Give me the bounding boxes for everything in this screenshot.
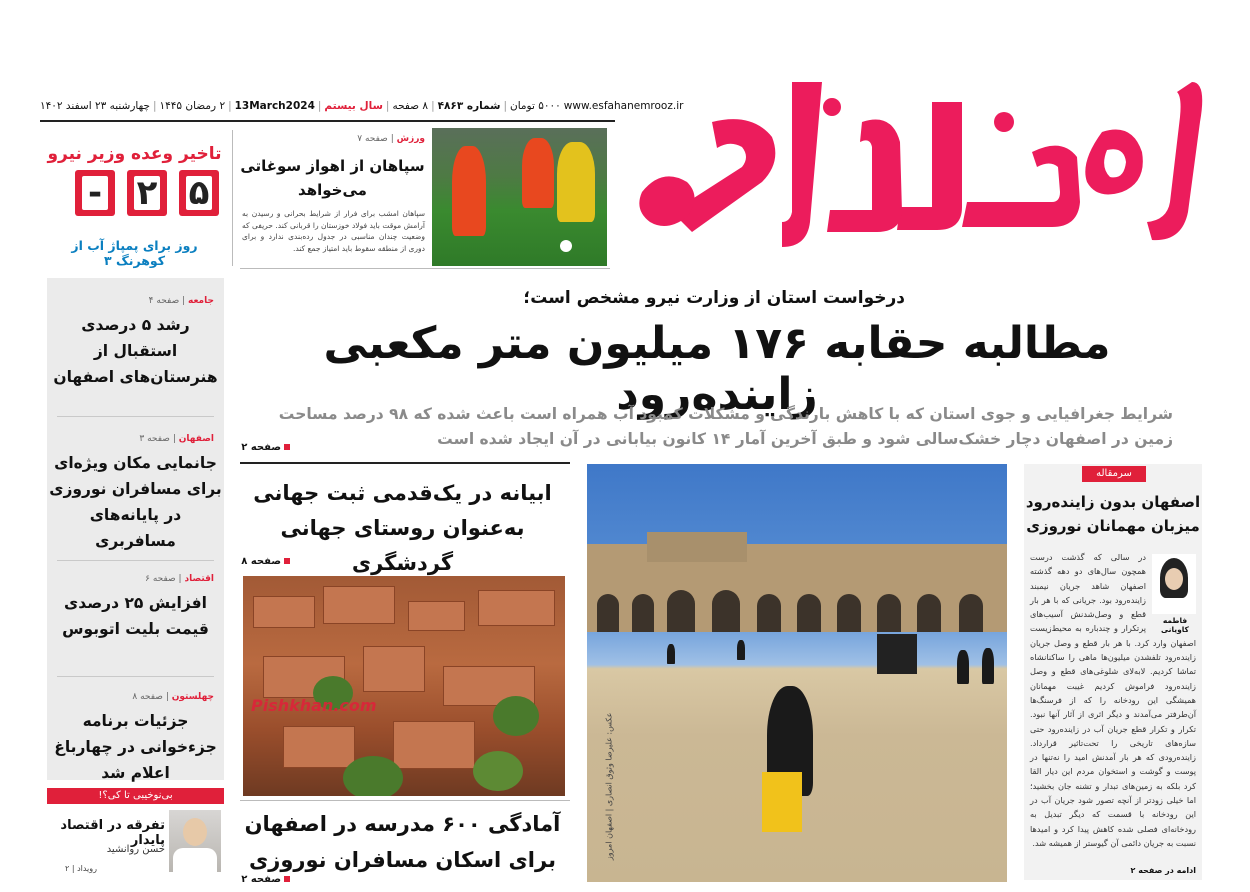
info-bar-rule bbox=[40, 120, 615, 122]
sport-teaser[interactable] bbox=[240, 128, 610, 268]
editorial-column[interactable] bbox=[1024, 464, 1202, 880]
divider bbox=[240, 268, 610, 269]
main-lede: شرایط جغرافیایی و جوی استان که با کاهش بارندگی و مشکلات کمبود آب همراه است باعث شده که ۹۸ درصد مساحت زمین در اصفهان دچار خشک‌سالی شود و طبق آخرین آمار ۱۴ کانون بیابانی در آن ایجاد شده است bbox=[278, 405, 1173, 448]
divider bbox=[232, 130, 233, 266]
delay-subtitle: روز برای پمپاژ آب از کوهرنگ ۳ bbox=[71, 238, 198, 268]
sidebar-tag: چهلستون | صفحه ۸ bbox=[132, 692, 214, 702]
main-page-ref[interactable]: صفحه ۲ bbox=[240, 442, 290, 453]
issue-number: شماره ۴۸۶۳ bbox=[437, 100, 501, 112]
delay-digit-2: ۲ bbox=[127, 170, 167, 216]
issue-info-bar: چهارشنبه ۲۳ اسفند ۱۴۰۲ | ۲ رمضان ۱۴۴۵ | 13March2024 | سال بیستم | ۸ صفحه | شماره ۴۸۶۳ | ۵۰۰۰ تومان www.esfahanemrooz.ir bbox=[40, 100, 684, 112]
divider bbox=[57, 416, 214, 417]
editorial-continue[interactable]: ادامه در صفحه ۲ bbox=[1130, 866, 1196, 875]
photo-credit: عکس: علیرضا وثوق انصاری | اصفهان امروز bbox=[604, 712, 614, 861]
divider bbox=[240, 800, 570, 801]
abyaneh-headline[interactable]: ابیانه در یک‌قدمی ثبت جهانی به‌عنوان روستای جهانی گردشگری bbox=[253, 481, 552, 575]
kiosk bbox=[877, 634, 917, 674]
issue-date-hijri: ۲ رمضان ۱۴۴۵ bbox=[159, 100, 226, 112]
editorial-headline[interactable]: اصفهان بدون زاینده‌رود میزبان مهمانان نوروزی bbox=[1025, 493, 1201, 535]
delay-digit-3: - bbox=[75, 170, 115, 216]
delay-digit-1: ۵ bbox=[179, 170, 219, 216]
bridge-pavilion bbox=[647, 532, 747, 562]
opinion-column[interactable] bbox=[47, 788, 224, 880]
abyaneh-photo[interactable] bbox=[243, 576, 565, 796]
author-portrait bbox=[169, 810, 221, 872]
ball-icon bbox=[560, 240, 572, 252]
issue-pages: ۸ صفحه bbox=[392, 100, 429, 112]
abyaneh-page-ref[interactable]: صفحه ۸ bbox=[240, 556, 290, 567]
editorial-author: فاطمه کاویانی bbox=[1161, 616, 1189, 634]
news-sidebar bbox=[47, 278, 224, 780]
sidebar-item-society[interactable] bbox=[47, 296, 224, 390]
masthead-logo[interactable] bbox=[632, 62, 1207, 272]
opinion-author: حسن روانشید bbox=[106, 844, 165, 855]
player-figure bbox=[522, 138, 554, 208]
schools-page-ref[interactable]: صفحه ۲ bbox=[240, 874, 290, 885]
sidebar-headline[interactable]: افزایش ۲۵ درصدی قیمت بلیت اتوبوس bbox=[62, 594, 209, 638]
sidebar-headline[interactable]: جزئیات برنامه جزءخوانی در چهارباغ اعلام شد bbox=[54, 712, 217, 782]
player-figure bbox=[557, 142, 595, 222]
sidebar-headline[interactable]: جانمایی مکان ویژه‌ای برای مسافران نوروزی در پایانه‌های مسافربری bbox=[49, 454, 222, 550]
khaju-bridge-photo[interactable] bbox=[587, 464, 1007, 882]
sport-body: سپاهان امشب برای فرار از شرایط بحرانی و رسیدن به آرامش موقت باید فولاد خوزستان را قربانی کند. حریفی که وضعیت چندان مناسبی در جدول رده‌بندی ندارد و برای دوری از منطقه سقوط باید امتیاز جمع کند. bbox=[242, 209, 425, 253]
sidebar-tag: جامعه | صفحه ۴ bbox=[148, 296, 214, 306]
issue-price: ۵۰۰۰ تومان bbox=[510, 100, 561, 112]
main-kicker: درخواست استان از وزارت نیرو مشخص است؛ bbox=[523, 288, 905, 308]
pishkhan-watermark: Pishkhan.com bbox=[251, 696, 377, 715]
site-link[interactable]: www.esfahanemrooz.ir bbox=[563, 100, 684, 112]
opinion-headline[interactable]: تفرقه در اقتصاد پایدار bbox=[60, 818, 165, 848]
opinion-label: بی‌نوخیبی تا کی؟! bbox=[47, 788, 224, 804]
schools-headline[interactable]: آمادگی ۶۰۰ مدرسه در اصفهان برای اسکان مسافران نوروزی bbox=[244, 812, 561, 872]
editorial-body: در سالی که گذشت درست همچون سال‌های دو دهه گذشته اصفهان شاهد جریان نیمبند زاینده‌رود بود. جریانی که با هر بار قطع و وصل‌شدنش آسیب‌های پرتکرار و چندباره به محیط‌زیست اصفهان وارد کرد. با هر بار قطع و وصل جریان زاینده‌رود تلفشدن میلیون‌ها ماهی را ساکنانشاه تماشا کردیم. لابه‌لای شلوغی‌های قطع و وصل زاینده‌رود فراموش کردیم غیبت مهمانان همیشگی این رودخانه را که از فرسنگ‌ها آن‌طرفتر می‌آمدند و دیگر اثری از آثار آنها نبود. تکرار و تکرار قطع جریان آب در زاینده‌رود حتی سازه‌های تاریخی را تحت‌تاثیر قرارداد. زاینده‌رودی که هر بار آمدنش امید را نه‌تنها در پوست و گوشت و استخوان مردم این دیار القا کرد بلکه به زمین‌های تبدار و تشنه جان بخشید؛ اما خیلی زودتر از آنچه تصور شود جریان آب در این رودخانه با قسمت که دیگر تبدیل به رودخانه‌ای فصلی شده کاهش پیدا کرد و امیدها نسبت به جریان دائمی آن گیوستر از همیشه شد. bbox=[1030, 552, 1196, 848]
delay-counter-box[interactable] bbox=[47, 132, 222, 266]
divider bbox=[240, 462, 570, 464]
sport-photo[interactable] bbox=[432, 128, 607, 266]
yellow-stool bbox=[762, 772, 802, 832]
delay-title: تاخیر وعده وزیر نیرو bbox=[47, 144, 222, 164]
sport-section-tag: ورزش | صفحه ۷ bbox=[357, 134, 425, 144]
player-figure bbox=[452, 146, 486, 236]
main-headline[interactable]: مطالبه حقابه ۱۷۶ میلیون متر مکعبی زاینده‌رود bbox=[323, 318, 1111, 420]
sidebar-headline[interactable]: رشد ۵ درصدی استقبال از هنرستان‌های اصفهان bbox=[53, 316, 218, 386]
issue-year: سال بیستم bbox=[324, 100, 383, 112]
divider bbox=[57, 560, 214, 561]
sidebar-item-isfahan[interactable] bbox=[47, 434, 224, 554]
sidebar-tag: اقتصاد | صفحه ۶ bbox=[145, 574, 214, 584]
divider bbox=[57, 676, 214, 677]
sidebar-item-chehelsotoun[interactable] bbox=[47, 692, 224, 786]
editorial-tag: سرمقاله bbox=[1082, 466, 1146, 482]
issue-date-fa: چهارشنبه ۲۳ اسفند ۱۴۰۲ bbox=[40, 100, 150, 112]
sport-headline[interactable]: سپاهان از اهواز سوغاتی می‌خواهد bbox=[240, 157, 425, 199]
sidebar-item-economy[interactable] bbox=[47, 574, 224, 642]
issue-date-en: 13March2024 bbox=[234, 100, 315, 112]
sidebar-tag: اصفهان | صفحه ۳ bbox=[139, 434, 214, 444]
opinion-tag: رویداد | ۲ bbox=[64, 864, 97, 873]
